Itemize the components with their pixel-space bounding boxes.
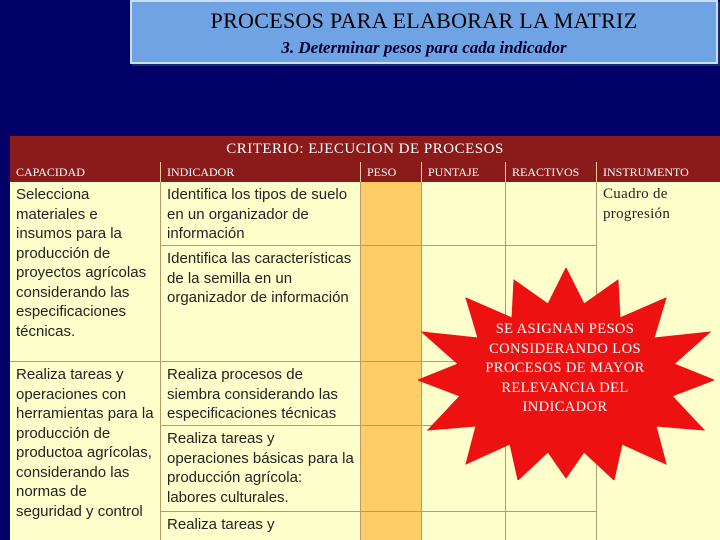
peso-cell — [361, 182, 422, 246]
col-header-capacidad: CAPACIDAD — [10, 162, 161, 182]
slide-title: PROCESOS PARA ELABORAR LA MATRIZ — [210, 8, 638, 33]
col-header-peso: PESO — [361, 162, 422, 182]
indicador-cell: Realiza tareas y operaciones básicas para la producción agrícola: labores culturales. — [161, 426, 361, 512]
capacidad-cell: Selecciona materiales e insumos para la producción de proyectos agrícolas considerando las especificaciones técnicas. — [10, 182, 161, 362]
peso-cell — [361, 426, 422, 512]
puntaje-cell — [422, 512, 506, 540]
col-header-puntaje: PUNTAJE — [422, 162, 506, 182]
peso-cell — [361, 362, 422, 426]
col-header-indicador: INDICADOR — [161, 162, 361, 182]
callout-text: SE ASIGNAN PESOS CONSIDERANDO LOS PROCESOS DE MAYOR RELEVANCIA DEL INDICADOR — [485, 321, 645, 415]
indicador-cell: Identifica los tipos de suelo en un organizador de información — [161, 182, 361, 246]
indicador-cell: Realiza procesos de siembra considerando las especificaciones técnicas — [161, 362, 361, 426]
criterio-header: CRITERIO: EJECUCION DE PROCESOS — [10, 136, 720, 162]
instrumento-cell: Cuadro de progresión — [597, 182, 720, 540]
peso-cell — [361, 512, 422, 540]
peso-cell — [361, 246, 422, 362]
title-box — [130, 0, 718, 64]
slide-subtitle: 3. Determinar pesos para cada indicador — [281, 38, 567, 57]
col-header-reactivos: REACTIVOS — [506, 162, 597, 182]
reactivos-cell — [506, 182, 597, 246]
col-header-instrumento: INSTRUMENTO — [597, 162, 720, 182]
reactivos-cell — [506, 512, 597, 540]
indicador-cell: Identifica las características de la semilla en un organizador de información — [161, 246, 361, 362]
indicador-cell: Realiza tareas y — [161, 512, 361, 540]
puntaje-cell — [422, 182, 506, 246]
capacidad-cell: Realiza tareas y operaciones con herramientas para la producción de productoa agrícolas, considerando las normas de seguridad y control — [10, 362, 161, 540]
